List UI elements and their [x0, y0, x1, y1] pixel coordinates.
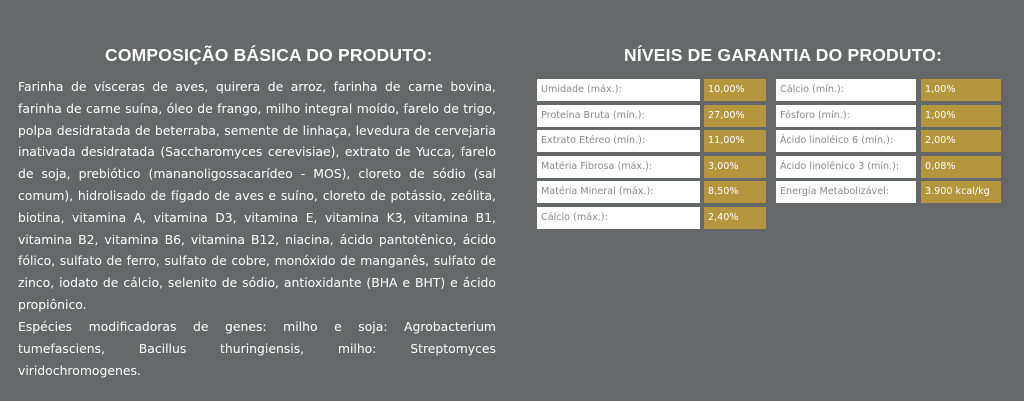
nutrient-label: Proteína Bruta (mín.):: [537, 105, 700, 127]
nutrient-label: Umidade (máx.):: [537, 79, 700, 101]
nutrient-label: Fósforo (mín.):: [776, 105, 916, 127]
nutrient-value: 8,50%: [704, 181, 766, 203]
nutrient-label: Matéria Fibrosa (máx.):: [537, 156, 700, 178]
nutrient-value: 2,40%: [704, 207, 766, 229]
nutrient-label: Matéria Mineral (máx.):: [537, 181, 700, 203]
table-row: [537, 207, 766, 229]
table-row: [537, 105, 766, 127]
nutrient-value: 3,00%: [704, 156, 766, 178]
nutrient-value: 3.900 kcal/kg: [921, 181, 1001, 203]
nutrient-value: 2,00%: [921, 130, 1001, 152]
table-row: [537, 79, 766, 101]
nutrient-label: Cálcio (máx.):: [537, 207, 700, 229]
table-row: [776, 181, 1001, 203]
gmo-species-paragraph: Espécies modificadoras de genes: milho e soja: Agrobacterium tumefasciens, Bacillus thuringiensis, milho: Streptomyces viridochromogenes.: [18, 319, 496, 378]
guarantee-table-left: [537, 79, 766, 233]
nutrient-label: Cálcio (mín.):: [776, 79, 916, 101]
nutrient-value: 1,00%: [921, 105, 1001, 127]
table-row: [537, 156, 766, 178]
nutrient-value: 1,00%: [921, 79, 1001, 101]
guarantee-table-right: [776, 79, 1001, 207]
table-row: [776, 130, 1001, 152]
table-row: [776, 79, 1001, 101]
nutrient-label: Ácido linoléico 6 (mín.):: [776, 130, 916, 152]
table-row: [776, 156, 1001, 178]
nutrient-label: Ácido linolênico 3 (mín.):: [776, 156, 916, 178]
nutrient-value: 0,08%: [921, 156, 1001, 178]
nutrient-value: 27,00%: [704, 105, 766, 127]
nutrient-label: Extrato Etéreo (mín.):: [537, 130, 700, 152]
composicao-heading: COMPOSIÇÃO BÁSICA DO PRODUTO:: [105, 45, 433, 65]
nutrient-value: 10,00%: [704, 79, 766, 101]
table-row: [537, 181, 766, 203]
ingredients-paragraph: Farinha de vísceras de aves, quirera de arroz, farinha de carne bovina, farinha de carne suína, óleo de frango, milho integral moído, farelo de trigo, polpa desidratada de beterraba, semente de linhaça, levedura de cervejaria inativada desidratada (Saccharomyces cerevisiae), extrato de Yucca, farelo de soja, prebiótico (mananoligossacarídeo - MOS), cloreto de sódio (sal comum), hidrolisado de fígado de aves e suíno, cloreto de potássio, zeólita, biotina, vitamina A, vitamina D3, vitamina E, vitamina K3, vitamina B1, vitamina B2, vitamina B6, vitamina B12, niacina, ácido pantotênico, ácido fólico, sulfato de ferro, sulfato de cobre, monóxido de manganês, sulfato de zinco, iodato de cálcio, selenito de sódio, antioxidante (BHA e BHT) e ácido propiônico.: [18, 79, 496, 312]
niveis-heading: NÍVEIS DE GARANTIA DO PRODUTO:: [624, 45, 943, 65]
table-row: [776, 105, 1001, 127]
nutrient-label: Energia Metabolizável:: [776, 181, 916, 203]
table-row: [537, 130, 766, 152]
nutrient-value: 11,00%: [704, 130, 766, 152]
